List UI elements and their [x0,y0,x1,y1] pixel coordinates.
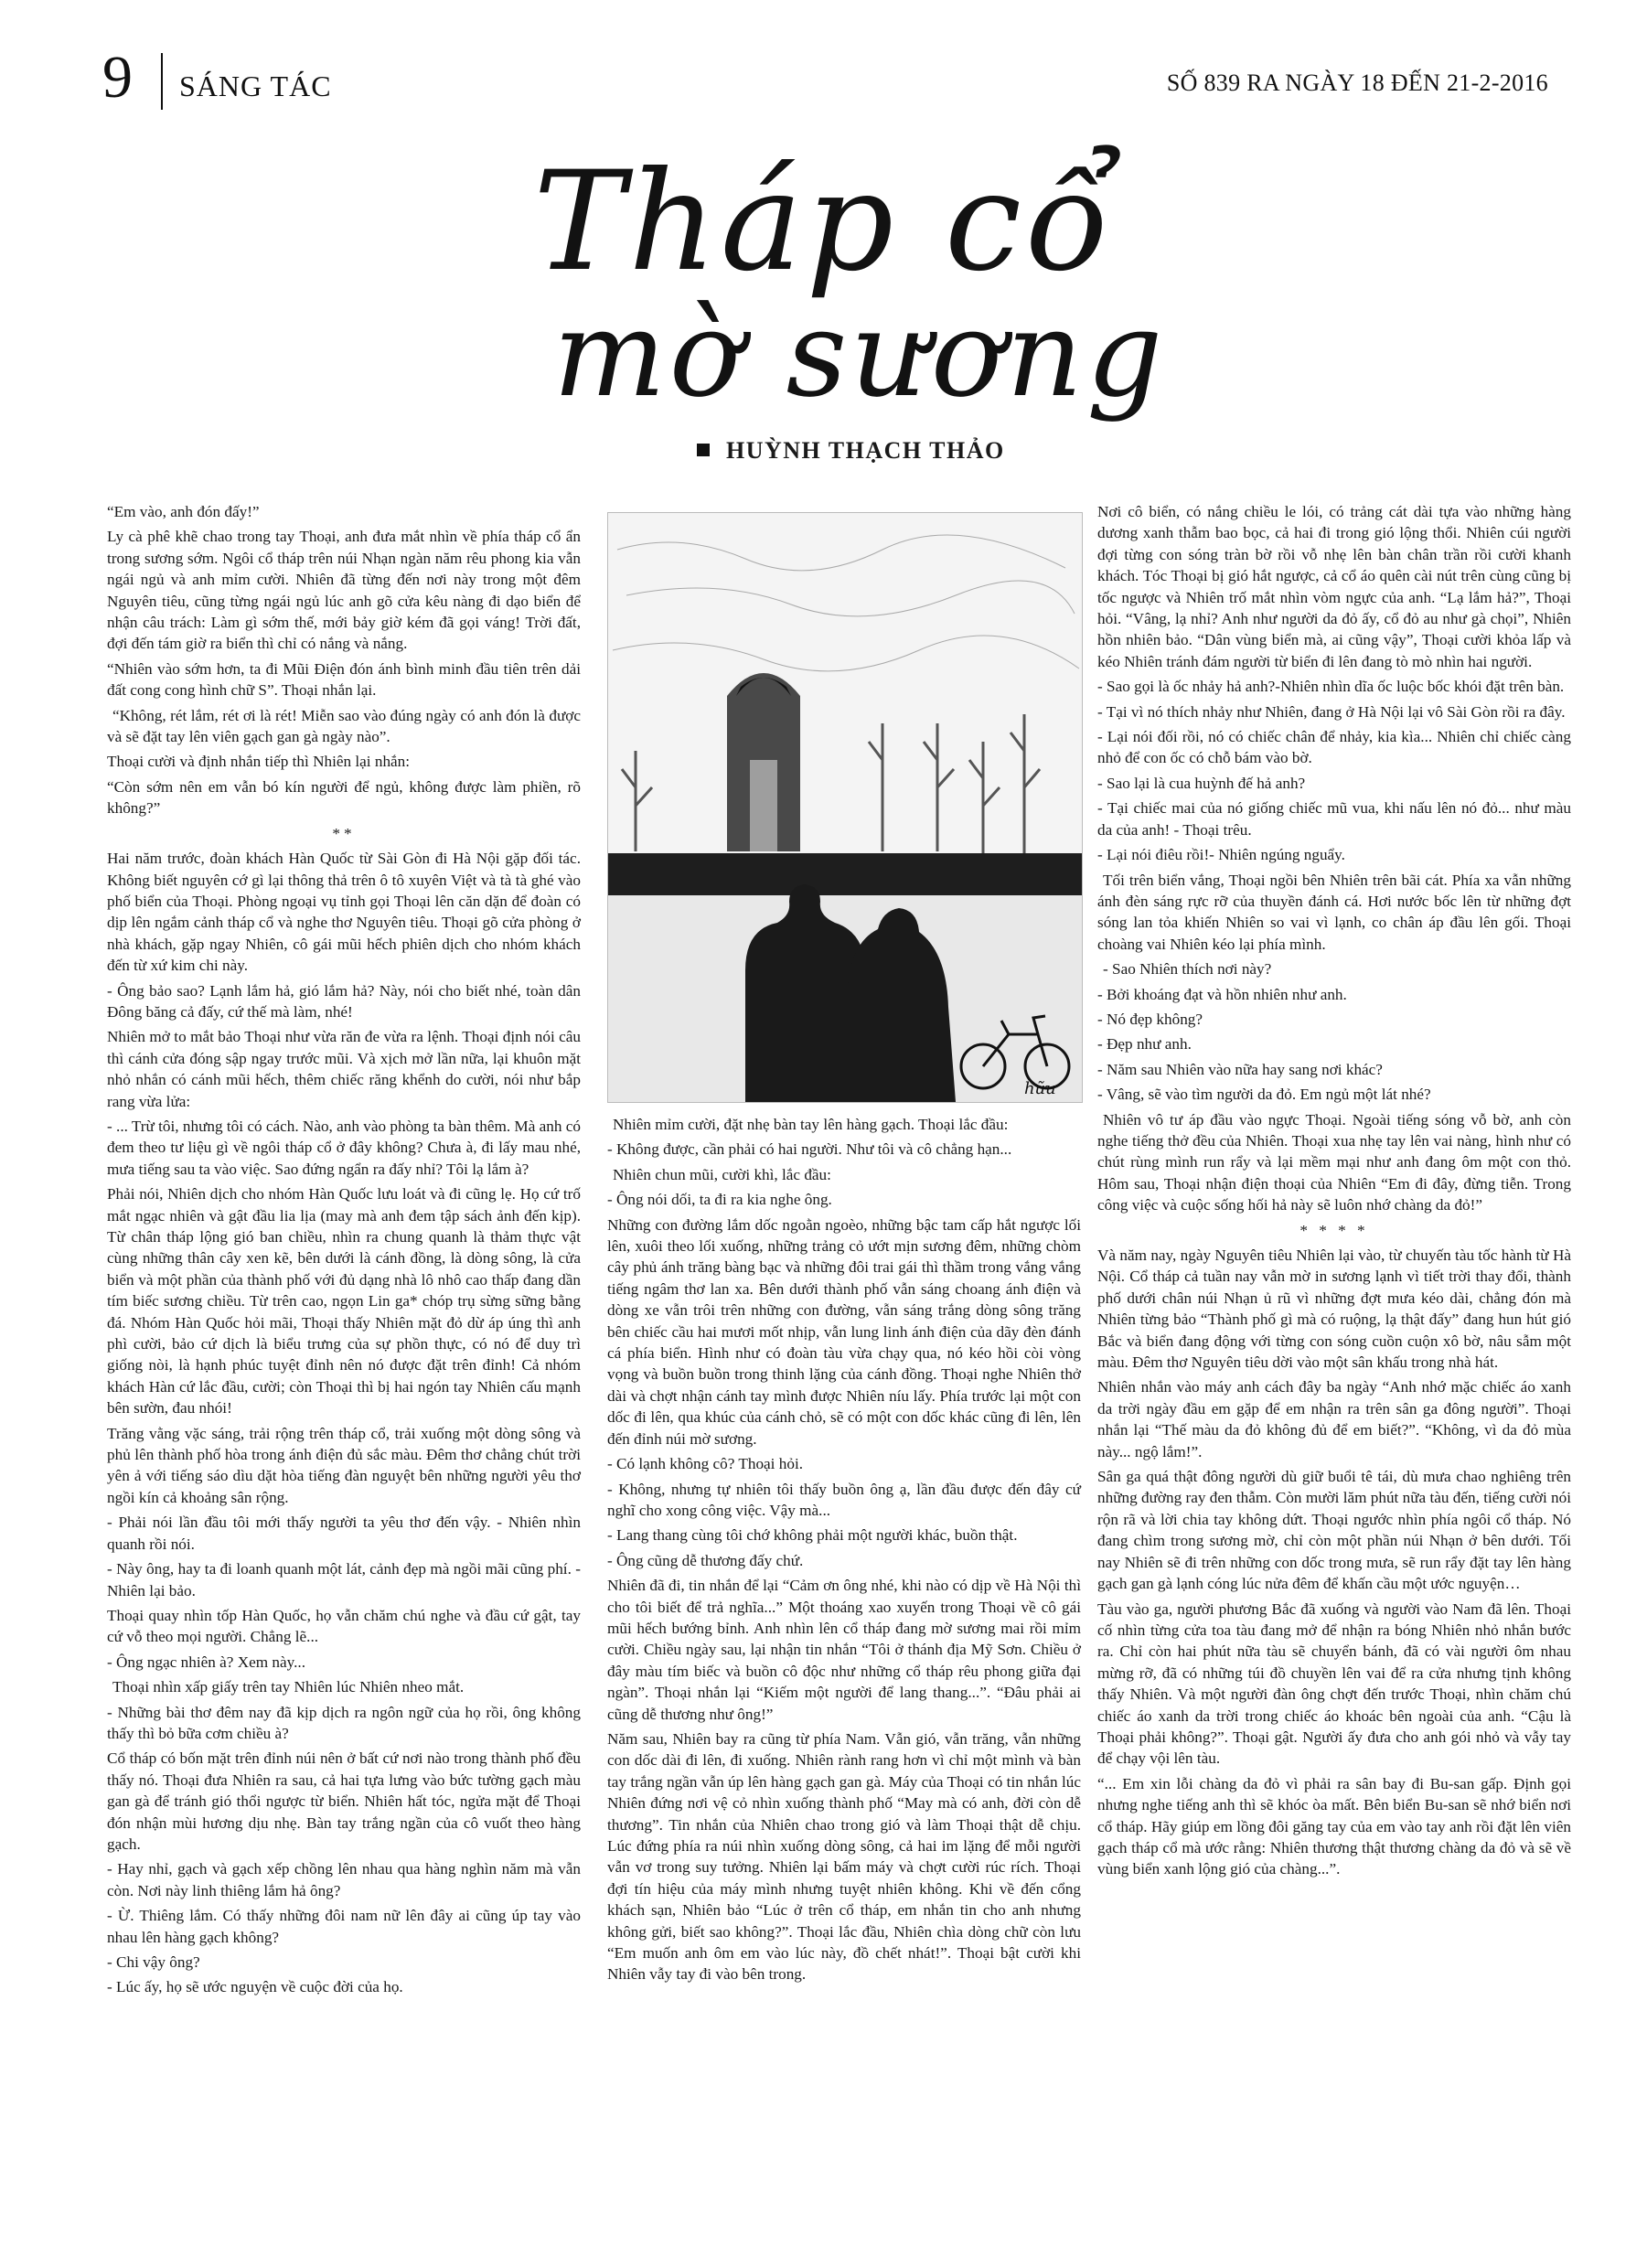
story-paragraph: Hai năm trước, đoàn khách Hàn Quốc từ Sài Gòn đi Hà Nội gặp đối tác. Không biết nguyên cớ gì lại thông thả trên ô tô xuyên Việt và tà tà ghé vào phố biển của Thoại. Phòng ngoại vụ tỉnh gọi Thoại lên căn dặn để đoàn có dịp lên ngắm cảnh tháp cổ và nghe thơ Nguyên tiêu. Thoại gõ cửa phòng ở nhà khách, gặp ngay Nhiên, cô gái mũi hếch phiên dịch cho nhóm khách đến từ xứ kim chi này. [107,850,581,975]
story-paragraph: - Chi vậy ông? [107,1953,200,1971]
story-paragraph: - Sao lại là cua huỳnh đế hả anh? [1097,774,1306,792]
story-paragraph: - Phải nói lần đầu tôi mới thấy người ta yêu thơ đến vậy. - Nhiên nhìn quanh rồi nói. [107,1514,581,1553]
story-paragraph: Ly cà phê khẽ chao trong tay Thoại, anh đưa mắt nhìn về phía tháp cổ ẩn trong sương sớm. Ngôi cổ tháp trên núi Nhạn ngàn năm rêu phong kia vẫn ngái ngủ và anh mỉm cười. Nhiên đã từng đến nơi này trong một đêm Nguyên tiêu, cũng từng ngái ngủ lúc anh gõ cửa kêu nàng đi dạo biển để nhận câu trách: Làm gì sớm thế, mới bảy giờ kém đã gọi váng! Trời đất, đợi đến tám giờ ra biển thì chỉ có nắng và nắng. [107,528,581,653]
story-paragraph: Năm sau, Nhiên bay ra cũng từ phía Nam. Vẫn gió, vẫn trăng, vẫn những con dốc dài đi lên, đi xuống. Nhiên rành rang hơn vì chỉ một mình và bàn tay trắng ngần vẫn úp lên hàng gạch gan gà. Máy của Thoại có tin nhắn lúc Nhiên đứng nơi vệ cỏ nhìn xuống thành phố “May mà có anh, đời còn dễ thương”. Tin nhắn của Nhiên chao trong gió và làm Thoại thật dễ chịu. Lúc đứng phía ra núi nhìn xuống dòng sông, cả hai im lặng để mỗi người vẫn vơ trong suy tưởng. Nhiên lại bấm máy và chợt cười rúc rích. Thoại đợi tín hiệu của máy mình nhưng tuyệt nhiên không. Khi về đến cổng khách sạn, Nhiên bảo “Lúc ở trên cổ tháp, em nhắn tin cho anh nhưng không gửi, biết sao không?”. Thoại lắc đầu, Nhiên chìa dòng chữ còn lưu “Em muốn anh ôm em vào lúc này, đồ chết nhát!”. Thoại bật cười khi Nhiên vẫy tay đi vào bên trong. [607,1729,1081,1984]
story-paragraph: Tàu vào ga, người phương Bắc đã xuống và người vào Nam đã lên. Thoại cố nhìn từng cửa toa tàu đang mở để nhận ra bóng Nhiên nhỏ nhắn bước ra. Chỉ còn hai phút nữa tàu sẽ chuyển bánh, đã có vài người ôm nhau mừng rỡ, đã có những túi đồ chuyền lên vai để ra cửa nhưng tịnh không thấy Nhiên. Và một người đàn ông chợt đến trước Thoại, nhìn chăm chú chiếc áo xanh da trời trong chiếc áo khoác bên ngoài của anh. “Cậu là Thoại phải không?”. Thoại gật. Người ấy đưa cho anh gói nhỏ và vẫy tay để chạy vội lên tàu. [1097,1599,1571,1768]
square-bullet-icon [697,444,710,456]
page-header [0,0,1647,128]
title-line-1: Tháp cổ [533,143,1113,302]
story-paragraph: - Sao gọi là ốc nhảy hả anh?-Nhiên nhìn dĩa ốc luộc bốc khói đặt trên bàn. [1097,678,1565,696]
story-column-3 [1097,501,1571,1884]
story-paragraph: - ... Trừ tôi, nhưng tôi có cách. Nào, anh vào phòng ta bàn thêm. Mà anh có đem theo tư liệu gì về ngôi tháp cổ ở đây không? Chưa à, đi lấy mau nhé, mưa tiếng sau ta vào việc. Sao đứng ngẩn ra đấy nhỉ? Tôi lạ lắm à? [107,1117,581,1178]
story-illustration [607,512,1083,1103]
section-name: SÁNG TÁC [179,70,332,102]
story-paragraph: - Lại nói đối rồi, nó có chiếc chân để nhảy, kia kìa... Nhiên chỉ chiếc càng nhỏ để con ốc có chỗ bám vào bờ. [1097,728,1571,767]
story-paragraph: - Lúc ấy, họ sẽ ước nguyện về cuộc đời của họ. [107,1978,403,1996]
title-line-2: mờ sương [552,284,1167,423]
story-paragraph: Sân ga quá thật đông người dù giữ buổi tê tái, dù mưa chao nghiêng trên những đường ray đen thẫm. Còn mười lăm phút nữa tàu đến, tiếng cười nói rộn rã và lời chia tay không dứt. Thoại ngước nhìn phía ngôi cổ tháp. Nó đang chìm trong sương mờ, chỉ còn một phần núi Nhạn ở bên dưới. Tối nay Nhiên sẽ đi trên những con dốc trong mưa, sẽ run rẩy đặt tay lên hàng gạch gan gà lạnh cóng lúc nửa đêm để khấn cầu một ước nguyện… [1097,1468,1571,1593]
story-paragraph: - Tại vì nó thích nhảy như Nhiên, đang ở Hà Nội lại vô Sài Gòn rồi ra đây. [1097,702,1566,721]
story-paragraph: - Không, nhưng tự nhiên tôi thấy buồn ông ạ, lần đầu được đến đây cứ nghĩ cho xong công việc. Vậy mà... [607,1480,1081,1519]
story-paragraph: Thoại nhìn xấp giấy trên tay Nhiên lúc Nhiên nheo mắt. [112,1678,465,1696]
story-column-2 [607,1114,1081,1989]
story-paragraph: - Không được, cần phải có hai người. Như tôi và cô chẳng hạn... [607,1140,1012,1159]
story-paragraph: - Hay nhỉ, gạch và gạch xếp chồng lên nhau qua hàng nghìn năm mà vẫn còn. Nơi này linh thiêng lắm hả ông? [107,1860,581,1899]
section-separator: * * * * [1299,1221,1369,1239]
story-paragraph: “Còn sớm nên em vẫn bó kín người để ngủ, không được làm phiền, rõ không?” [107,777,581,818]
story-paragraph: - Lại nói điêu rồi!- Nhiên ngúng nguẩy. [1097,846,1345,864]
author-name: HUỲNH THẠCH THẢO [726,437,1005,464]
story-paragraph: Những con đường lắm dốc ngoằn ngoèo, những bậc tam cấp hắt ngược lối lên, xuôi theo lối xuống, những trảng cỏ ướt mịn sương đêm, những chòm cây phủ ánh trăng bàng bạc và những đôi trai gái thì thầm trong vắng vắng tiếng ngâm thơ lan xa. Bên dưới thành phố vẫn sáng choang ánh điện và dòng xe vẫn trôi trên những con đường, vẫn sáng trắng dòng sông trăng bên chiếc cầu hai mươi mốt nhịp, vẫn lung linh ánh điện của dãy đèn đánh cá phía biển. Hình như có đoàn tàu vừa chạy qua, nó kéo hồi còi vòng vọng và buồn buồn trong thinh lặng của cánh đồng. Thoại nghe Nhiên thở dài và chợt nhận cánh tay mình được Nhiên níu lấy. Phía trước lại một con dốc đi lên, qua khúc của cánh chỏ, sẽ có một con dốc khác cũng đi lên, lên đến đỉnh núi mờ sương. [607,1215,1081,1448]
story-paragraph: - Này ông, hay ta đi loanh quanh một lát, cảnh đẹp mà ngồi mãi cũng phí. - Nhiên lại bảo. [107,1560,581,1599]
story-paragraph: Nhiên mỉm cười, đặt nhẹ bàn tay lên hàng gạch. Thoại lắc đầu: [613,1116,1009,1133]
story-paragraph: - Ông cũng dễ thương đấy chứ. [607,1551,804,1569]
story-paragraph: - Ông ngạc nhiên à? Xem này... [107,1653,305,1671]
story-paragraph: - Tại chiếc mai của nó giống chiếc mũ vua, khi nấu lên nó đỏ... như màu da của anh! - Thoại trêu. [1097,799,1571,839]
story-paragraph: Trăng vằng vặc sáng, trải rộng trên tháp cổ, trải xuống một dòng sông và phủ lên thành phố hòa trong ánh điện đủ sắc màu. Đêm thơ chẳng chút trời yên ả với tiếng sáo dìu dặt hòa tiếng đàn nguyệt bên những người yêu thơ ngồi kín cả khoảng sân rộng. [107,1424,581,1506]
story-paragraph: - Có lạnh không cô? Thoại hỏi. [607,1455,804,1473]
story-paragraph: - Ông bảo sao? Lạnh lắm hả, gió lắm hả? Này, nói cho biết nhé, toàn dân Đông băng cả đấy, cứ thế mà làm, nhé! [107,981,581,1021]
story-paragraph: Nhiên mở to mắt bảo Thoại như vừa răn đe vừa ra lệnh. Thoại định nói câu thì cánh cửa đóng sập ngay trước mũi. Và xịch mở lần nữa, lại khuôn mặt nhỏ nhắn có cánh mũi hếch, thêm chiếc răng khểnh do cười, nói như bắp rang vừa lửa: [107,1028,581,1110]
story-paragraph: - Năm sau Nhiên vào nữa hay sang nơi khác? [1097,1060,1383,1078]
header-divider [161,53,163,110]
story-paragraph: - Vâng, sẽ vào tìm người da đỏ. Em ngủ một lát nhé? [1097,1086,1431,1104]
story-paragraph: Thoại cười và định nhắn tiếp thì Nhiên lại nhắn: [107,753,411,771]
page-number: 9 [102,44,133,111]
illustration-drawing [608,513,1082,1102]
story-paragraph: - Những bài thơ đêm nay đã kịp dịch ra ngôn ngữ của họ rồi, ông không thấy thì bỏ bữa cơm chiều à? [107,1703,581,1742]
story-paragraph: - Đẹp như anh. [1097,1035,1192,1054]
story-paragraph: Và năm nay, ngày Nguyên tiêu Nhiên lại vào, từ chuyến tàu tốc hành từ Hà Nội. Cổ tháp cả tuần nay vẫn mờ in sương lạnh vì tiết trời thay đổi, thành phố dưới chân núi Nhạn ủ rũ vì những đợt mưa kéo dài, chẳng đón mà Nhiên từng bảo “Thành phố gì mà có ruộng, lạ thật đấy” đang hun hút gió Bắc và biển đang động với từng con sóng cuồn cuộn xô bờ, nâu sẫm một màu. Đêm thơ Nguyên tiêu dời vào một sân khấu trong nhà hát. [1097,1246,1571,1372]
section-separator: ** [332,824,356,842]
story-paragraph: - Sao Nhiên thích nơi này? [1103,960,1272,979]
story-column-1 [107,501,581,2002]
story-paragraph: “Không, rét lắm, rét ơi là rét! Miễn sao vào đúng ngày có anh đón là được và sẽ đặt tay lên viên gạch gan gà ngày nào”. [107,706,581,746]
story-paragraph: Thoại quay nhìn tốp Hàn Quốc, họ vẫn chăm chú nghe và đầu cứ gật, tay cứ vỗ theo mọi người. Chẳng lẽ... [107,1606,581,1646]
story-paragraph: Nơi cô biển, có nắng chiều le lói, có trảng cát dài tựa vào những hàng dương xanh thẫm bao bọc, cả hai đi trong gió lộng thổi. Nhiên cúi người đợi từng con sóng tràn bờ rồi vỗ nhẹ lên bàn chân trần rồi cười khanh khách. Tóc Thoại bị gió hắt ngược, cả cổ áo quên cài nút trên cùng cũng bị tốc ngược và Nhiên trố mắt nhìn vòm ngực của anh. “Lạ lắm hả?”, Thoại hỏi. “Vâng, lạ nhỉ? Anh như người da đỏ ấy, cổ đỏ au như gà chọi”, Nhiên hồn nhiên bảo. “Dân vùng biển mà, ai cũng vậy”, Thoại cười khỏa lấp và kéo Nhiên tránh đám người từ biển đi lên đang tò mò nhìn hai người. [1097,503,1571,670]
story-paragraph: Tối trên biển vắng, Thoại ngồi bên Nhiên trên bãi cát. Phía xa vẫn những ánh đèn sáng rực rỡ của thuyền đánh cá. Hơi nước bốc lên từ những đợt sóng lan tỏa khiến Nhiên so vai vì lạnh, co chân áp đầu lên gối. Thoại choàng vai Nhiên kéo lại phía mình. [1097,871,1571,953]
story-paragraph: - Ông nói dối, ta đi ra kia nghe ông. [607,1191,832,1209]
story-paragraph: Nhiên nhắn vào máy anh cách đây ba ngày “Anh nhớ mặc chiếc áo xanh da trời ngày đầu em gặp để em nhận ra trên sân ga đông người”. Thoại nhắn lại “Thế màu da đỏ không đủ để em biết?”. “Không, vì da đỏ mùa này... ngộ lắm!”. [1097,1378,1571,1460]
story-paragraph: - Ừ. Thiêng lắm. Có thấy những đôi nam nữ lên đây ai cũng úp tay vào nhau lên hàng gạch không? [107,1907,581,1946]
story-paragraph: Nhiên vô tư áp đầu vào ngực Thoại. Ngoài tiếng sóng vỗ bờ, anh còn nghe tiếng thở đều của Nhiên. Thoại xua nhẹ tay lên vai nàng, hình như có chút rùng mình run rẩy và lại mềm mại như anh đang ôm một con thỏ. Hôm sau, Thoại nhận điện thoại của Nhiên “Em đi đây, đừng tiễn. Trong công việc và cuộc sống hối hả này sẽ luôn nhớ chàng da đỏ!” [1097,1110,1571,1214]
story-paragraph: Nhiên đã đi, tin nhắn để lại “Cảm ơn ông nhé, khi nào có dịp về Hà Nội thì cho tôi biết để trả nghĩa...” Một thoáng xao xuyến trong Thoại về cô gái mũi hếch bướng bỉnh. Anh nhìn lên cổ tháp đang mờ sương mai rồi mỉm cười. Chiều ngày sau, lại nhận tin nhắn “Tôi ở thánh địa Mỹ Sơn. Chiều ở đây màu tím biếc và buồn cô độc như những cổ tháp rêu phong giữa đại ngàn”. Thoại nhắn lại “Kiếm một người để lang thang...”. “Đâu phải ai cũng dễ thương như ông!” [607,1577,1081,1723]
story-paragraph: - Nó đẹp không? [1097,1010,1203,1028]
story-paragraph: Nhiên chun mũi, cười khì, lắc đầu: [613,1165,831,1183]
story-paragraph: Cổ tháp có bốn mặt trên đỉnh núi nên ở bất cứ nơi nào trong thành phố đều thấy nó. Thoại đưa Nhiên ra sau, cả hai tựa lưng vào bức tường gạch màu gan gà để tránh gió thổi ngược từ biển. Nhiên hất tóc, ngửa mặt để Thoại đón nhận mùi hương dịu nhẹ. Bàn tay trắng ngần của cô vuốt theo hàng gạch. [107,1749,581,1853]
illustrator-signature: hữu [1024,1079,1056,1098]
story-paragraph: “Nhiên vào sớm hơn, ta đi Mũi Điện đón ánh bình minh đầu tiên trên dải đất cong cong hình chữ S”. Thoại nhắn lại. [107,659,581,700]
story-paragraph: Phải nói, Nhiên dịch cho nhóm Hàn Quốc lưu loát và đi cũng lẹ. Họ cứ trố mắt ngạc nhiên và gật đầu lia lịa (may mà anh đem tập sách ảnh đến kịp). Từ chân tháp lộng gió ban chiều, nhìn ra chung quanh là thảm thực vật cùng những thân cây xen kẽ, bên dưới là cánh đồng, là dòng sông, là cửa biển và một phần của thành phố với đủ dạng nhà lô nhô cao thấp đang dần tím biếc sương chiều. Từ trên cao, ngọn Lin ga* chóp trụ sừng sững bằng đá. Nhóm Hàn Quốc hỏi mãi, Thoại thấy Nhiên mặt đỏ dừ áp úng thì anh phì cười, bảo cứ dịch là biểu trưng của sự phồn thực, có nó để duy trì giống nòi, là hạnh phúc tuyệt đỉnh nên nó được đặt trên đỉnh! Cả nhóm khách Hàn cứ lắc đầu, cười; còn Thoại thì bị hai ngón tay Nhiên cấu mạnh bên sườn, đau nhói! [107,1185,581,1418]
story-paragraph: - Lang thang cùng tôi chớ không phải một người khác, buồn thật. [607,1526,1018,1545]
story-paragraph: “... Em xin lỗi chàng da đỏ vì phải ra sân bay đi Bu-san gấp. Định gọi nhưng nghe tiếng anh thì sẽ khóc òa mất. Bên biển Bu-san sẽ nhớ biển nơi cổ tháp. Hãy giúp em lồng đôi găng tay của em vào tay anh rồi đặt lên viên gạch tháp cổ mà ước rằng: Nhiên thương thật thương chàng da đỏ và sẽ về vùng biển xanh lộng gió của chàng...”. [1097,1774,1571,1878]
story-paragraph: - Bởi khoáng đạt và hồn nhiên như anh. [1097,985,1347,1003]
issue-info: SỐ 839 RA NGÀY 18 ĐẾN 21-2-2016 [1166,70,1548,96]
author-byline [697,437,1005,465]
story-paragraph: “Em vào, anh đón đấy!” [107,503,260,520]
